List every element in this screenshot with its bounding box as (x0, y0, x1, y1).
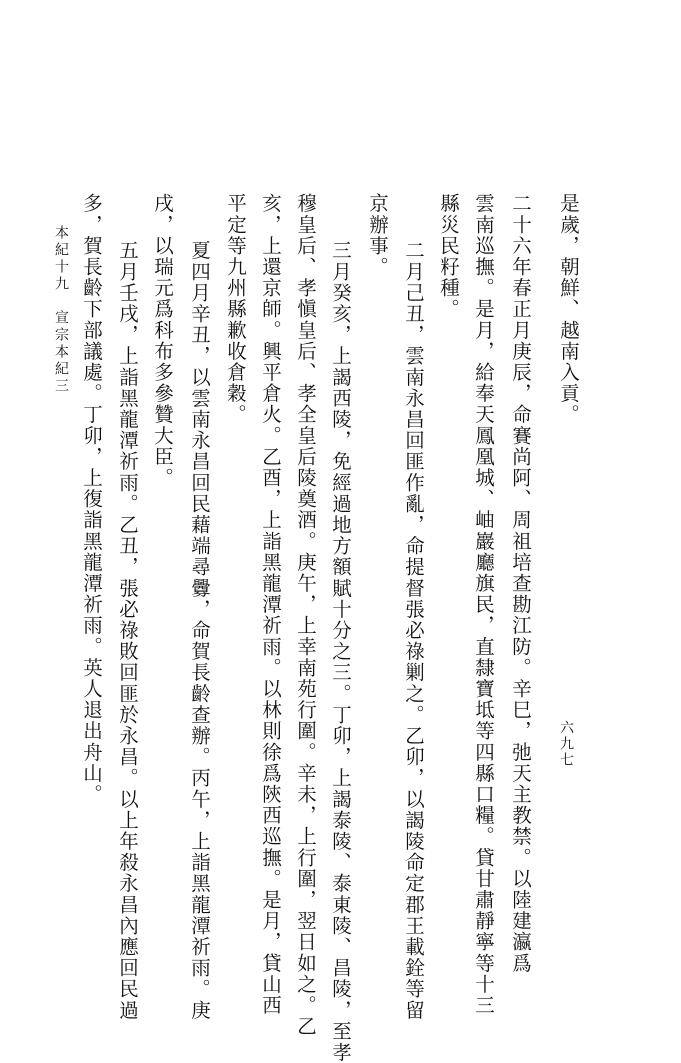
column-13: 五月壬戌，上詣黑龍潭祈雨。乙丑，張必祿敗回匪於永昌。以上年殺永昌內應回民過 (116, 240, 139, 1021)
column-11: 夏四月辛丑，以雲南永昌回民藉端尋釁，命賀長齡查辦。丙午，上詣黑龍潭祈雨。庚 (188, 240, 211, 1021)
column-10: 平定等九州縣歉收倉穀。 (224, 193, 247, 426)
running-head: 本紀十九 宣宗本紀三 (53, 225, 69, 395)
column-07: 三月癸亥，上謁西陵，免經過地方額賦十分之三。丁卯，上謁泰陵、泰東陵、昌陵，至孝 (329, 240, 352, 1063)
page-number: 六九七 (558, 720, 574, 768)
column-09: 亥，上還京師。興平倉火。乙酉，上詣黑龍潭祈雨。以林則徐爲陝西巡撫。是月，貸山西 (259, 193, 282, 1016)
column-03: 雲南巡撫。是月，給奉天鳳凰城、岫巖廳旗民，直隸寶坻等四縣口糧。貸甘肅靜寧等十三 (472, 193, 495, 1016)
column-12: 戌，以瑞元爲科布多參贊大臣。 (151, 193, 174, 489)
column-08: 穆皇后、孝愼皇后、孝全皇后陵奠酒。庚午，上幸南苑行圍。辛未，上行圍，翌日如之。乙 (294, 193, 317, 1037)
column-04: 縣災民籽種。 (437, 193, 460, 320)
column-06: 京辦事。 (366, 193, 389, 278)
column-02: 二十六年春正月庚辰，命賽尚阿、周祖培查勘江防。辛巳，弛天主教禁。以陸建瀛爲 (509, 193, 532, 974)
column-01: 是歲，朝鮮、越南入貢。 (557, 193, 580, 426)
column-05: 二月己丑，雲南永昌回匪作亂，命提督張必祿剿之。乙卯，以謁陵命定郡王載銓等留 (402, 240, 425, 1021)
column-14: 多，賀長齡下部議處。丁卯，上復詣黑龍潭祈雨。英人退出舟山。 (80, 193, 103, 805)
